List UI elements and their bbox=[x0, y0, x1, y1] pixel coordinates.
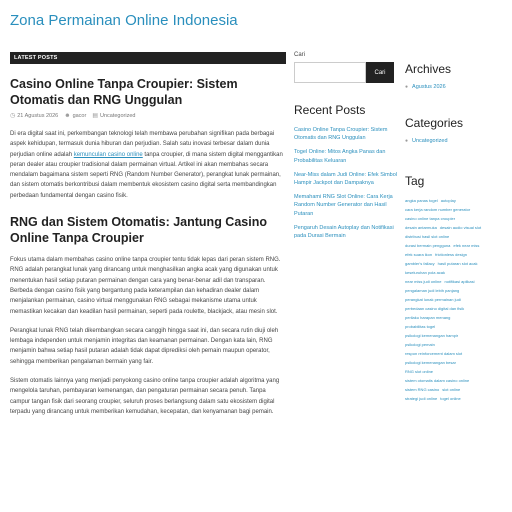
tag-link[interactable]: casino online tanpa croupier bbox=[405, 216, 456, 221]
tag-link[interactable]: autoplay bbox=[440, 198, 456, 203]
tag-link[interactable]: hasil putaran slot acak bbox=[437, 261, 478, 266]
post-title[interactable]: Casino Online Tanpa Croupier: Sistem Otomatis dan RNG Unggulan bbox=[10, 77, 238, 107]
archive-item-label[interactable]: Agustus 2026 bbox=[412, 84, 446, 90]
recent-posts-list bbox=[294, 126, 398, 240]
recent-post-item[interactable]: Memahami RNG Slot Online: Cara Kerja Random Number Generator dan Hasil Putaran bbox=[294, 194, 393, 217]
tag-link[interactable]: strategi judi online bbox=[405, 396, 438, 401]
post-category[interactable]: Uncategorized bbox=[100, 112, 136, 119]
tag-link[interactable]: desain antarmuka bbox=[405, 225, 437, 230]
sidebar-middle bbox=[294, 52, 398, 246]
tag-link[interactable]: keseluruhan pola acak bbox=[405, 270, 446, 275]
user-icon: ☻ bbox=[64, 112, 71, 119]
paragraph-automation: Sistem otomatis lainnya yang menjadi penyokong casino online tanpa croupier adalah algoritma yang mengelola taruhan, pembayaran kemenangan, dan pengaturan permainan secara penuh. Tanpa campur tangan fisik dari seorang croupier, seluruh proses berlangsung dalam satu ekosistem digital terpadu yang dirancang untuk memberikan kemudahan, kecepatan, dan kenyamanan bagi pemain. bbox=[10, 378, 280, 415]
category-item[interactable] bbox=[405, 138, 505, 144]
tag-link[interactable]: near miss judi online bbox=[405, 279, 442, 284]
tag-link[interactable]: respon reinforcement dalam slot bbox=[405, 351, 463, 356]
post-date[interactable]: 21 Agustus 2026 bbox=[17, 112, 59, 119]
archive-item[interactable] bbox=[405, 84, 505, 90]
category-item-label[interactable]: Uncategorized bbox=[412, 138, 448, 144]
tag-link[interactable]: sistem otomatis dalam casino online bbox=[405, 378, 470, 383]
tag-link[interactable]: slot online bbox=[442, 387, 461, 392]
section-heading: RNG dan Sistem Otomatis: Jantung Casino Online Tanpa Croupier bbox=[10, 215, 267, 246]
recent-post-item[interactable]: Casino Online Tanpa Croupier: Sistem Otomatis dan RNG Unggulan bbox=[294, 127, 388, 142]
archives-title: Archives bbox=[405, 62, 452, 76]
paragraph-software: Perangkat lunak RNG telah dikembangkan secara canggih hingga saat ini, dan secara rutin diuji oleh lembaga independen untuk menjamin integritas dan keamanan permainan. Dengan kata lain, RNG menjamin bahwa setiap hasil putaran adalah tidak dapat diprediksi oleh pemain maupun operator, sehingga memberikan pengalaman bermain yang fair. bbox=[10, 327, 279, 365]
bullet-icon: ● bbox=[405, 84, 409, 90]
tag-link[interactable]: probabilitas togel bbox=[405, 324, 436, 329]
recent-post-item[interactable]: Togel Online: Mitos Angka Panas dan Probabilitas Keluaran bbox=[294, 149, 386, 164]
tag-cloud bbox=[405, 196, 485, 403]
tag-link[interactable]: durasi bermain pengguna bbox=[405, 243, 451, 248]
categories-title: Categories bbox=[405, 116, 464, 130]
post-author[interactable]: gacor bbox=[72, 112, 87, 119]
recent-post-item[interactable]: Near-Miss dalam Judi Online: Efek Simbol Hampir Jackpot dan Dampaknya bbox=[294, 171, 398, 187]
tag-link[interactable]: psikologi kemenangan besar bbox=[405, 360, 456, 365]
recent-post-item[interactable]: Pengaruh Desain Autoplay dan Notifikasi pada Durasi Bermain bbox=[294, 224, 394, 240]
tag-link[interactable]: togel online bbox=[440, 396, 461, 401]
archives-list bbox=[405, 84, 505, 90]
search-label: Cari bbox=[294, 52, 306, 58]
calendar-icon: ◷ bbox=[10, 113, 16, 119]
tag-link[interactable]: perbedaan casino digital dan fisik bbox=[405, 306, 465, 311]
tag-link[interactable]: sistem RNG casino bbox=[405, 387, 440, 392]
main-content bbox=[10, 52, 286, 417]
site-title[interactable]: Zona Permainan Online Indonesia bbox=[10, 12, 238, 29]
tag-link[interactable]: desain audio visual slot bbox=[439, 225, 482, 230]
tag-link[interactable]: angka panas togel bbox=[405, 198, 438, 203]
paragraph-rng: Fokus utama dalam membahas casino online tanpa croupier tentu tidak lepas dari peran sistem RNG. RNG adalah perangkat lunak yang dirancang untuk menghasilkan angka acak yang digunakan untuk menentukan hasil setiap putaran permainan dengan cara yang benar-benar adil dan transparan. Berbeda dengan casino fisik yang bergantung pada keterampilan dan kehadiran dealer dalam menjalankan permainan, casino virtual menggunakan RNG sebagai mekanisme utama untuk memastikan kecakan dan keadilan hasil permainan, seperti pada roulette, blackjack, atau mesin slot. bbox=[10, 257, 281, 315]
tag-link[interactable]: pengalaman judi lebih panjang bbox=[405, 288, 460, 293]
casino-online-link[interactable]: kemunculan casino online bbox=[73, 151, 143, 158]
tag-link[interactable]: perangkat lunak permainan judi bbox=[405, 297, 461, 302]
tag-link[interactable]: distribusi hasil slot online bbox=[405, 234, 450, 239]
folder-icon: ▤ bbox=[92, 113, 98, 119]
tag-link[interactable]: RNG slot online bbox=[405, 369, 434, 374]
tag-title: Tag bbox=[405, 174, 425, 188]
tag-link[interactable]: efek near miss bbox=[453, 243, 480, 248]
tag-link[interactable]: perilaku harapan menang bbox=[405, 315, 451, 320]
sidebar-right bbox=[405, 62, 505, 403]
tag-link[interactable]: cara kerja random number generator bbox=[405, 207, 471, 212]
tag-link[interactable]: psikologi kemenangan hampir bbox=[405, 333, 459, 338]
search-button[interactable]: Cari bbox=[366, 62, 394, 83]
recent-posts-title: Recent Posts bbox=[294, 103, 366, 117]
search-input[interactable] bbox=[294, 62, 366, 83]
latest-posts-bar: LATEST POSTS bbox=[10, 52, 286, 64]
tag-link[interactable]: psikologi pemain bbox=[405, 342, 435, 347]
paragraph-intro-text-b: tanpa croupier, di mana sistem digital menggantikan peran dealer atau croupier tradisional dalam permainan virtual. Artikel ini akan membahas secara mendalam bagaimana sistem seperti RNG (Random Number Generator), perangkat lunak permainan, dan sistem otomatis berkontribusi dalam membentuk ekosistem casino digital serta membandingkan perbedaan fundamental dengan casino fisik. bbox=[10, 151, 283, 199]
tag-link[interactable]: frictionless design bbox=[435, 252, 467, 257]
tag-link[interactable]: efek suara ikon bbox=[405, 252, 433, 257]
bullet-icon: ● bbox=[405, 138, 409, 144]
paragraph-intro-text-a: Di era digital saat ini, perkembangan teknologi telah membawa perubahan signifikan pada berbagai aspek kehidupan, termasuk dunia hiburan dan perjudian. Salah satu inovasi terbesar dalam dunia perjudian online adalah bbox=[10, 131, 275, 158]
post-meta bbox=[10, 112, 286, 119]
categories-list bbox=[405, 138, 505, 144]
search-form bbox=[294, 62, 398, 83]
tag-link[interactable]: notifikasi aplikasi bbox=[444, 279, 475, 284]
tag-link[interactable]: gambler's fallacy bbox=[405, 261, 435, 266]
paragraph-intro bbox=[10, 129, 286, 201]
